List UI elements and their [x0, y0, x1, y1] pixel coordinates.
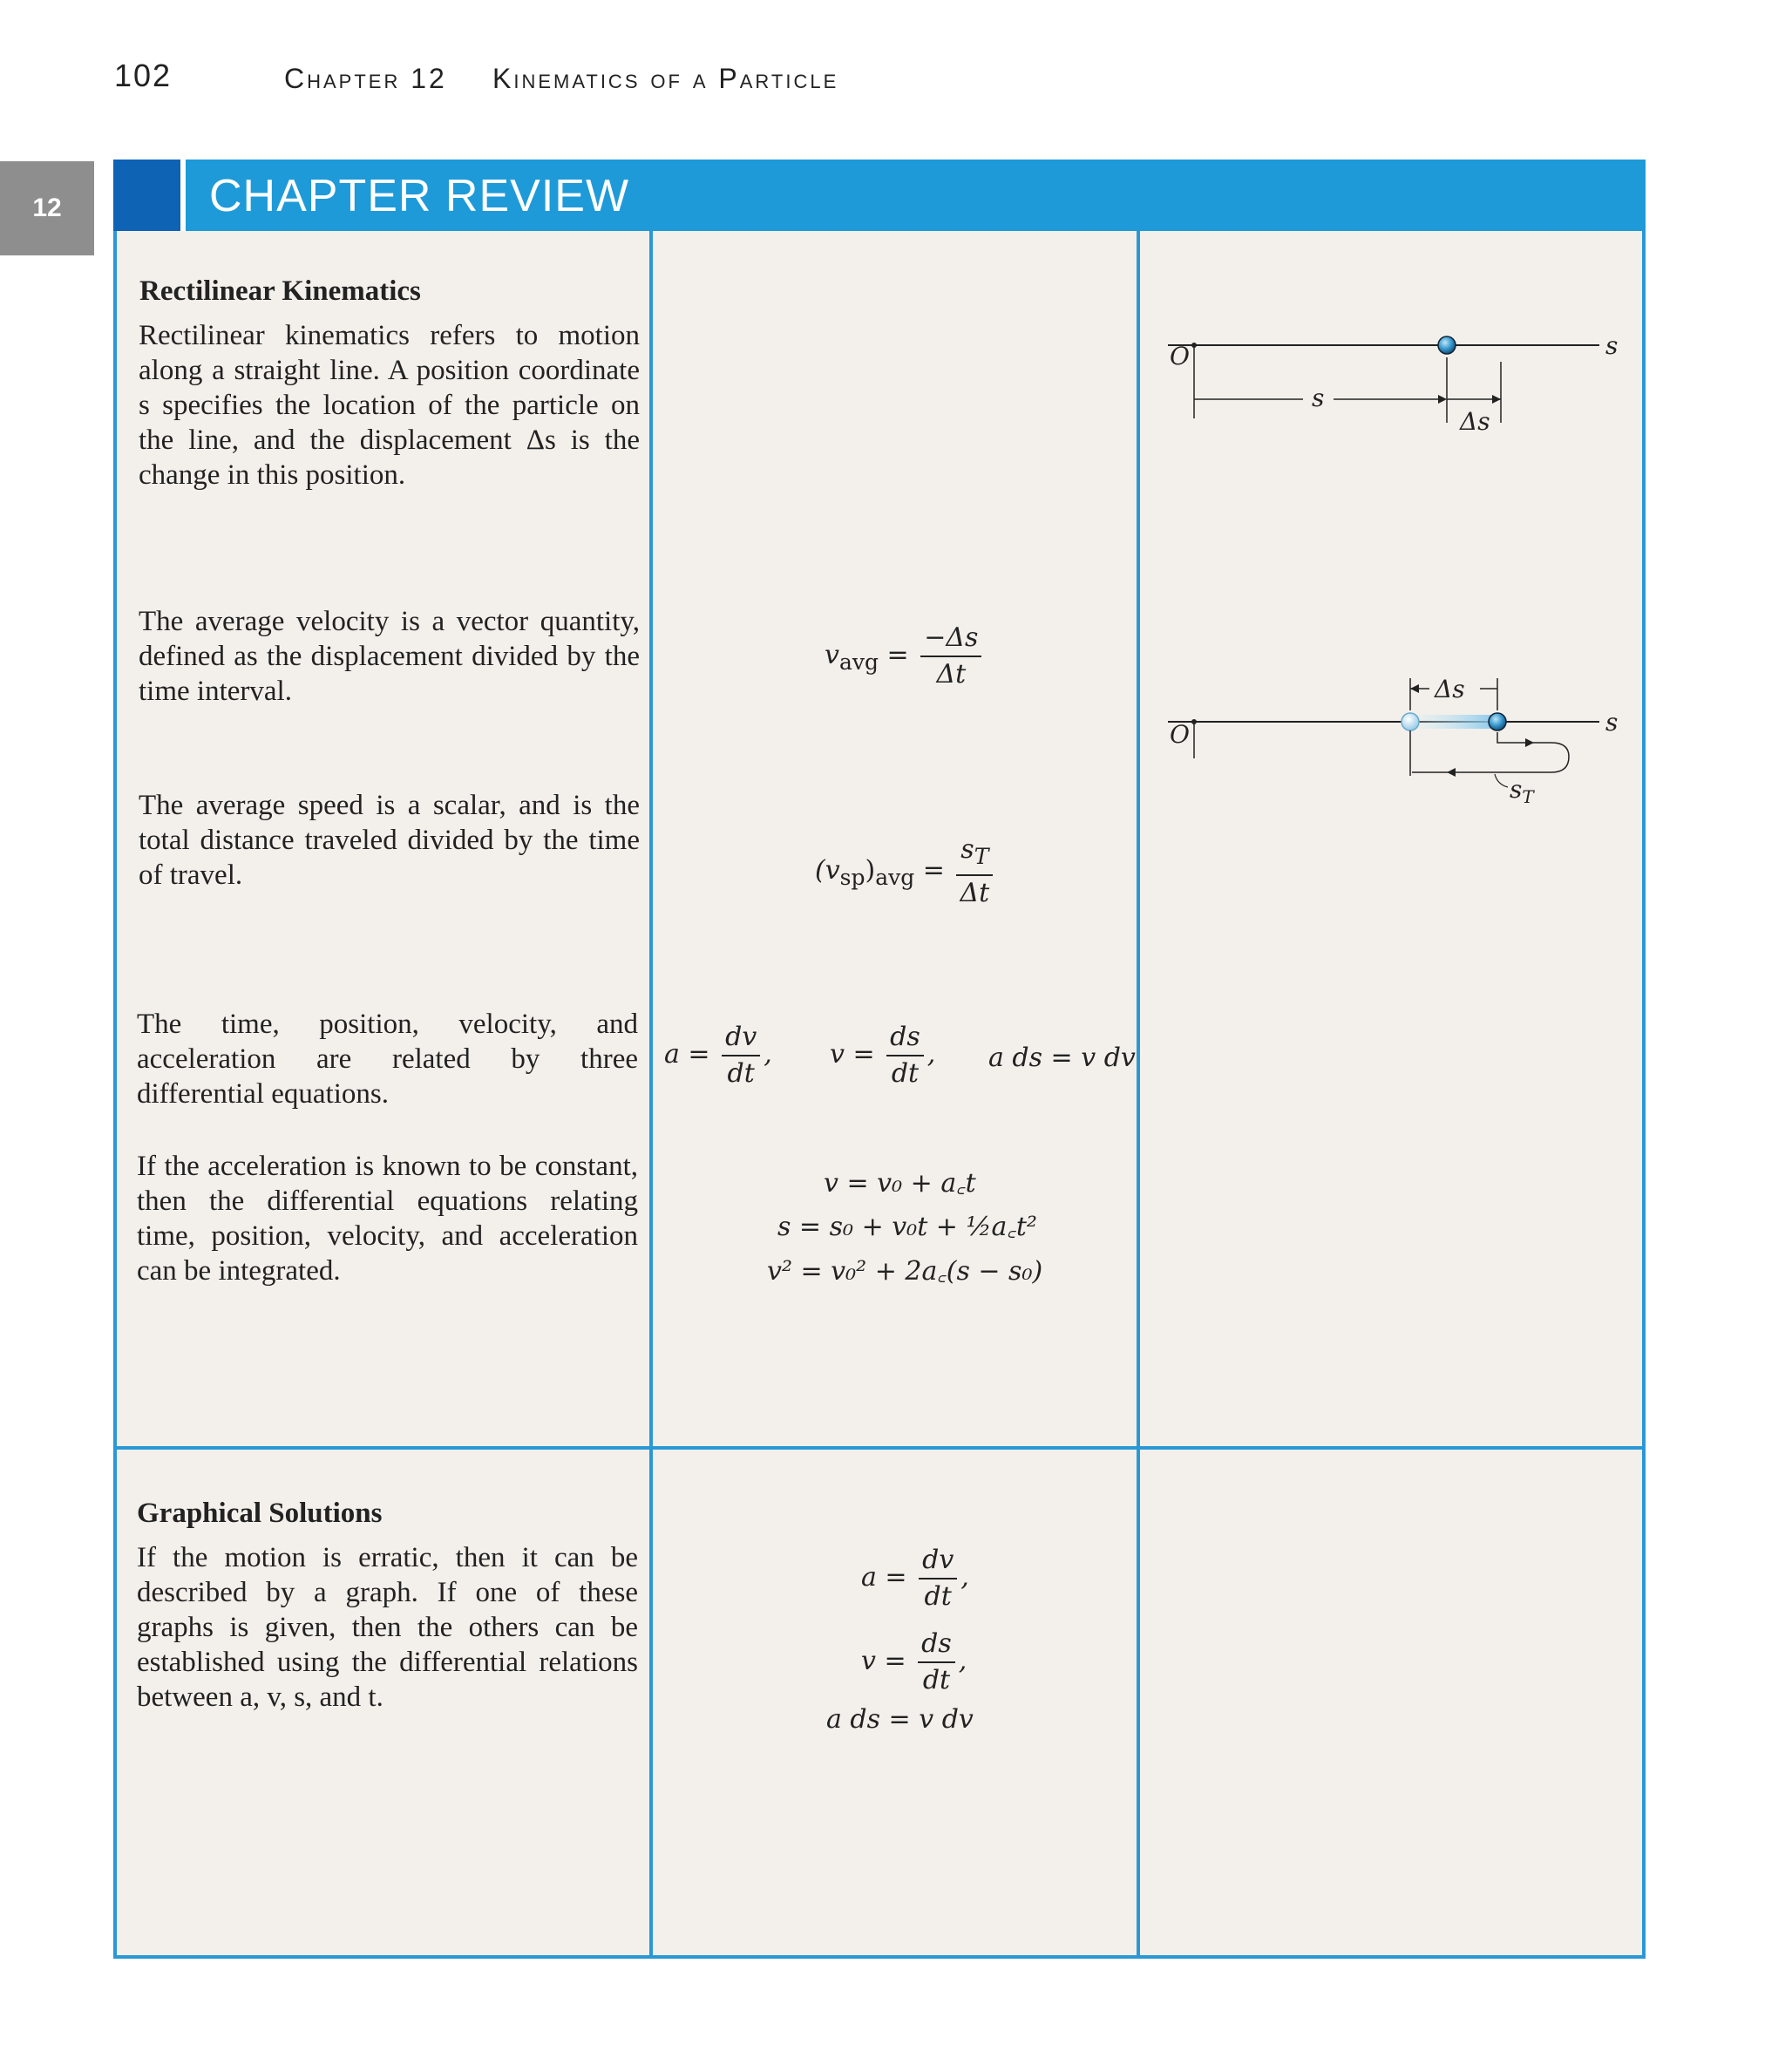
banner-separator	[180, 160, 186, 231]
origin-label: O	[1170, 342, 1190, 370]
paragraph-rectilinear-intro: Rectilinear kinematics refers to motion along a straight line. A position coordinate s specifies the location of the particle on the line, and the displacement Δs is the change in this position.	[139, 320, 640, 491]
motion-blur	[1412, 715, 1497, 729]
paragraph-constant-acceleration: If the acceleration is known to be constant, then the differential equations relating time, position, velocity, and acceleration can be integrated.	[137, 1151, 638, 1287]
axis-label: s	[1605, 708, 1619, 737]
origin-label: O	[1170, 720, 1190, 749]
section-heading-rectilinear: Rectilinear Kinematics	[139, 275, 421, 307]
displacement-arrowhead	[1410, 684, 1419, 693]
column-divider-2	[1137, 231, 1140, 1959]
particle-end-icon	[1489, 713, 1506, 730]
particle-icon	[1438, 336, 1456, 354]
paragraph-differential-equations: The time, position, velocity, and acceleration are related by three differential equations.	[137, 1009, 638, 1110]
position-arrowhead	[1438, 395, 1447, 404]
equation-average-velocity: $v_{avg}$ = $\frac{-\Delta s}{\Delta t}$	[825, 621, 985, 692]
displacement-label: Δs	[1435, 675, 1465, 703]
chapter-tab: 12	[0, 161, 94, 255]
axis-label: s	[1605, 331, 1619, 360]
total-path	[1412, 732, 1569, 772]
path-arrow-forward	[1525, 738, 1534, 747]
banner-square	[113, 160, 180, 231]
running-header-title: Kinematics of a Particle	[492, 63, 839, 94]
position-label: s	[1312, 384, 1325, 412]
graphical-equation-ads: a ds = v dv	[826, 1704, 974, 1735]
page-number: 102	[114, 58, 173, 93]
paragraph-graphical-solutions: If the motion is erratic, then it can be described by a graph. If one of these graphs is given, then the others can be established using the differential relations between a, v, s, and t.	[137, 1542, 638, 1713]
running-header-chapter: Chapter 12	[284, 63, 447, 94]
graphical-equation-acceleration: a = $\frac{dv}{dt}$ ,	[861, 1545, 969, 1612]
equation-average-speed: $(v_{sp})_{avg}$ = $\frac{s_T}{\Delta t}$	[815, 832, 996, 911]
paragraph-average-velocity: The average velocity is a vector quantity, defined as the displacement divided by the time interval.	[139, 606, 640, 707]
equation-constant-velocity: v = v₀ + a꜀t	[824, 1168, 976, 1199]
displacement-arrowhead	[1492, 395, 1501, 404]
total-distance-label: $s_T$	[1510, 775, 1534, 807]
graphical-equation-velocity: v = $\frac{ds}{dt}$ ,	[861, 1628, 967, 1695]
figure-position-displacement	[1150, 314, 1639, 453]
section-heading-graphical: Graphical Solutions	[137, 1498, 383, 1529]
column-divider-1	[649, 231, 653, 1959]
banner-title: CHAPTER REVIEW	[209, 171, 630, 221]
row-divider	[113, 1446, 1646, 1450]
paragraph-average-speed: The average speed is a scalar, and is the total distance traveled divided by the time of travel.	[139, 790, 640, 891]
equation-constant-velocity-squared: v² = v₀² + 2a꜀(s − s₀)	[767, 1256, 1043, 1287]
total-label-leader	[1495, 774, 1508, 787]
chapter-review-banner	[113, 160, 1646, 231]
path-arrow-back	[1447, 768, 1456, 777]
equation-acceleration-derivative: a = $\frac{dv}{dt}$ ,	[664, 1022, 772, 1089]
equation-ads-vdv: a ds = v dv	[988, 1043, 1136, 1073]
particle-start-icon	[1402, 713, 1419, 730]
figure-average-velocity-speed	[1150, 662, 1639, 819]
equation-constant-position: s = s₀ + v₀t + ½a꜀t²	[777, 1212, 1037, 1242]
equation-velocity-derivative: v = $\frac{ds}{dt}$ ,	[830, 1022, 936, 1089]
displacement-label: Δs	[1460, 407, 1490, 436]
